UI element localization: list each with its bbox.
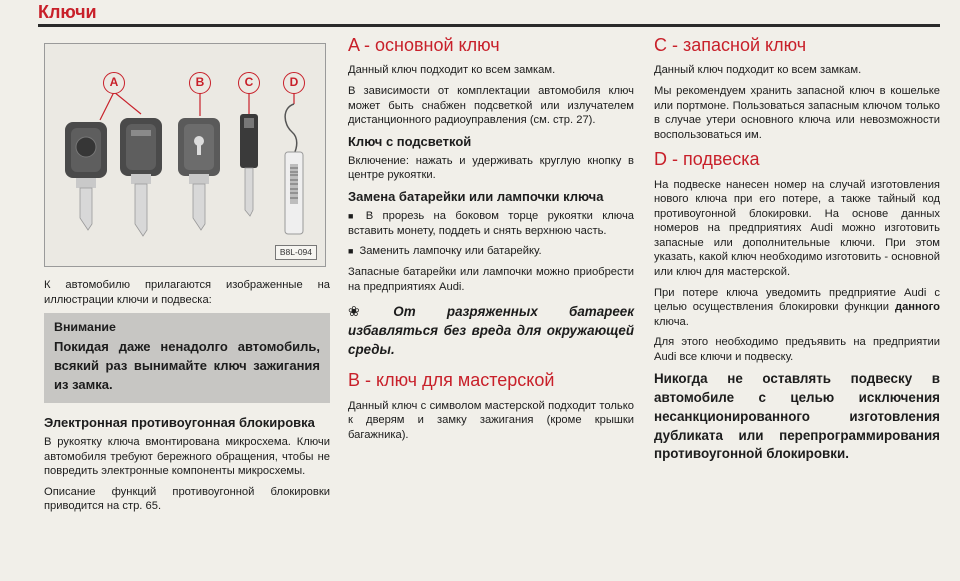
light-key-paragraph: Включение: нажать и удерживать круглую кнопку в центре рукоятки. <box>348 154 634 182</box>
key-tag-d <box>285 104 303 234</box>
key-a1 <box>65 122 107 230</box>
section-d-p2-start: При потере ключа уведомить предприятие Audi с целью осуществления блокировки функции <box>654 286 940 314</box>
callout-d: D <box>283 72 305 94</box>
section-a-heading: A - основной ключ <box>348 35 500 55</box>
section-d-p2-bold: данного <box>894 301 940 314</box>
callout-a: A <box>103 72 125 94</box>
eco-note-text: От разряженных батареек избавляться без вреда для окружающей среды. <box>348 304 635 357</box>
warning-box <box>44 313 330 403</box>
flower-icon: ❀ <box>348 303 388 320</box>
key-b <box>178 118 220 230</box>
key-c <box>240 114 258 216</box>
battery-note: Запасные батарейки или лампочки можно приобрести на предприятиях Audi. <box>348 265 634 293</box>
middle-column <box>348 34 634 448</box>
eco-note <box>348 302 634 359</box>
section-b-heading: B - ключ для мастерской <box>348 370 555 391</box>
warning-title: Внимание <box>54 320 116 335</box>
immobilizer-reference: Описание функций противоугонной блокировки приводится на стр. 65. <box>44 485 330 513</box>
warning-text: Покидая даже ненадолго автомобиль, всякий раз вынимайте ключ зажигания из замка. <box>54 339 320 392</box>
section-d-paragraph-3: Для этого необходимо предъявить на предприятии Audi все ключи и подвеску. <box>654 336 940 363</box>
section-d-heading: D - подвеска <box>654 149 760 170</box>
section-c-paragraph-1: Данный ключ подходит ко всем замкам. <box>654 64 862 77</box>
battery-step-2: ■ Заменить лампочку или батарейку. <box>348 244 634 259</box>
section-a-paragraph-2: В зависимости от комплектации автомобиля ключ может быть снабжен подсветкой или излучателем дистанционного радиоуправления (см. стр. 27). <box>348 84 634 127</box>
callout-c: C <box>238 72 260 94</box>
section-d-paragraph-2 <box>654 286 940 330</box>
immobilizer-heading: Электронная противоугонная блокировка <box>44 414 315 430</box>
section-c-paragraph-2: Мы рекомендуем хранить запасной ключ в кошельке или портмоне. Пользоваться запасным ключом только в случае утери основного ключа или невозможности воспользоваться им. <box>654 84 940 141</box>
figure-caption: К автомобилю прилагаются изображенные на иллюстрации ключи и подвеска: <box>44 279 330 306</box>
section-b-paragraph: Данный ключ с символом мастерской подходит только к дверям и замку зажигания (кроме крышки багажника). <box>348 399 634 441</box>
light-key-heading: Ключ с подсветкой <box>348 133 472 149</box>
key-a2 <box>120 118 162 236</box>
section-d-p2-end: ключа. <box>654 315 689 328</box>
section-a-paragraph-1: Данный ключ подходит ко всем замкам. <box>348 64 556 77</box>
callout-b: B <box>189 72 211 94</box>
immobilizer-paragraph: В рукоятку ключа вмонтирована микросхема. Ключи автомобиля требуют бережного обращения, чтобы не повредить электронные компоненты микросхемы. <box>44 436 330 478</box>
figure-code: B8L-094 <box>275 245 317 260</box>
page-title: Ключи <box>38 2 97 22</box>
closing-warning: Никогда не оставлять подвеску в автомобиле с целью исключения несанкционированного изготовления дубликата или перепрограммирования противоугонной блокировки. <box>654 371 940 462</box>
keys-illustration <box>44 43 326 267</box>
left-column <box>44 34 330 520</box>
title-rule <box>38 24 940 27</box>
section-d-paragraph-1: На подвеске нанесен номер на случай изготовления нового ключа при его потере, а также тайный код противоугонной блокировки. На основе данных номеров на предприятиях Audi можно изготовить запасные или дополнительные ключи. При этом указать, какой ключ необходимо изготовить - основной или ключ для мастерской. <box>654 178 940 278</box>
battery-step-1: ■ В прорезь на боковом торце рукоятки ключа вставить монету, поддеть и снять верхнюю часть. <box>348 209 634 238</box>
right-column <box>654 34 940 464</box>
battery-heading: Замена батарейки или лампочки ключа <box>348 189 604 205</box>
section-c-heading: C - запасной ключ <box>654 35 807 55</box>
